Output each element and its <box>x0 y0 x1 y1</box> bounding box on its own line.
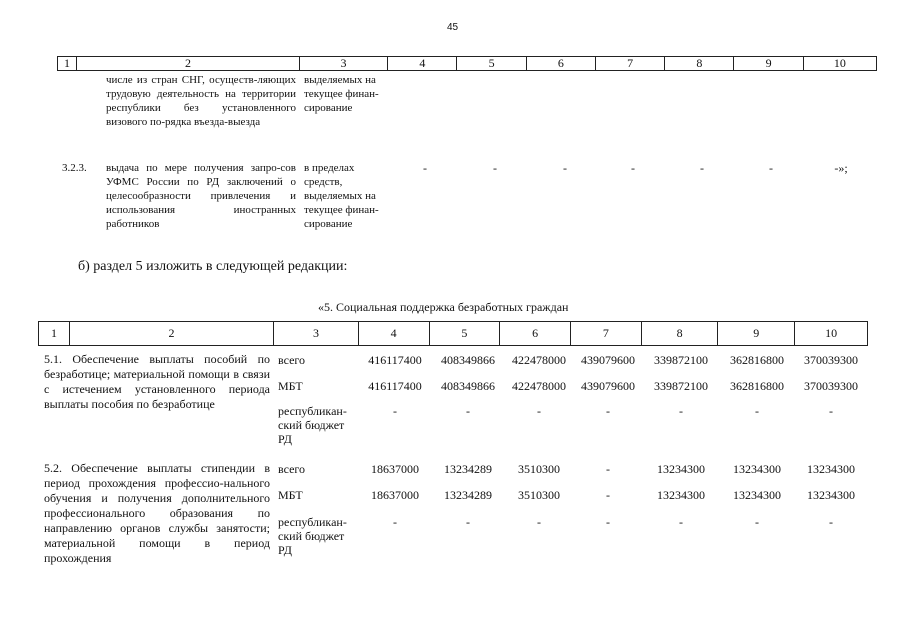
col-1: 1 <box>39 322 70 346</box>
value-cell: - <box>679 515 683 529</box>
value-cell: 13234300 <box>807 462 855 476</box>
value-cell: 13234300 <box>657 462 705 476</box>
value-cell: 339872100 <box>654 353 708 367</box>
col-1: 1 <box>58 57 77 71</box>
col-4: 4 <box>358 322 429 346</box>
col-8: 8 <box>665 57 734 71</box>
value-cell: 13234300 <box>657 488 705 502</box>
col-6: 6 <box>526 57 595 71</box>
row-52-description: 5.2. Обеспечение выплаты стипендии в период прохождения профессио-нального обучения и получения дополнительного профессионального образования по направлению органов службы занятости; материальной помощи в период прохождения <box>44 461 270 565</box>
value-cell: - <box>679 404 683 418</box>
bottom-header-row <box>38 321 868 346</box>
col-8: 8 <box>641 322 718 346</box>
value-cell: - <box>631 161 635 175</box>
value-cell: 13234300 <box>733 488 781 502</box>
value-cell: 362816800 <box>730 379 784 393</box>
value-cell: 13234300 <box>807 488 855 502</box>
value-cell: 13234289 <box>444 462 492 476</box>
value-cell: - <box>829 515 833 529</box>
value-cell: 422478000 <box>512 379 566 393</box>
value-cell: - <box>755 515 759 529</box>
value-cell: - <box>466 404 470 418</box>
row-51-label-total: всего <box>278 353 306 367</box>
col-5: 5 <box>429 322 500 346</box>
value-cell: - <box>769 161 773 175</box>
value-cell: 422478000 <box>512 353 566 367</box>
value-cell: 416117400 <box>368 353 422 367</box>
value-cell: 13234289 <box>444 488 492 502</box>
value-cell: - <box>606 462 610 476</box>
col-7: 7 <box>595 57 664 71</box>
col-10: 10 <box>795 322 868 346</box>
value-cell: - <box>606 488 610 502</box>
col-4: 4 <box>388 57 457 71</box>
value-cell-end: -»; <box>834 161 848 175</box>
value-cell: - <box>829 404 833 418</box>
value-cell: 362816800 <box>730 353 784 367</box>
row-52-label-budget: республикан-ский бюджет РД <box>278 515 347 557</box>
value-cell: 408349866 <box>441 353 495 367</box>
value-cell: 3510300 <box>518 488 560 502</box>
col-6: 6 <box>500 322 571 346</box>
col-9: 9 <box>718 322 795 346</box>
col-7: 7 <box>570 322 641 346</box>
row-number: 3.2.3. <box>62 162 87 174</box>
value-cell: - <box>537 515 541 529</box>
row-52-label-total: всего <box>278 462 306 476</box>
row-51-label-budget: республикан-ский бюджет РД <box>278 404 347 446</box>
col-3: 3 <box>274 322 359 346</box>
value-cell: - <box>537 404 541 418</box>
col-9: 9 <box>734 57 803 71</box>
col-2: 2 <box>77 57 300 71</box>
value-cell: 3510300 <box>518 462 560 476</box>
value-cell: - <box>423 161 427 175</box>
value-cell: 416117400 <box>368 379 422 393</box>
top-header-row <box>57 56 877 71</box>
value-cell: 339872100 <box>654 379 708 393</box>
col-3: 3 <box>299 57 387 71</box>
value-cell: - <box>393 404 397 418</box>
value-cell: - <box>493 161 497 175</box>
col-2: 2 <box>69 322 273 346</box>
row-51-description: 5.1. Обеспечение выплаты пособий по безработице; материальной помощи в связи с истечением установленного периода выплаты пособия по безработице <box>44 352 270 411</box>
row-source: в пределах средств, выделяемых на текущее финан-сирование <box>304 162 379 230</box>
value-cell: 439079600 <box>581 379 635 393</box>
value-cell: - <box>755 404 759 418</box>
value-cell: 370039300 <box>804 379 858 393</box>
value-cell: - <box>606 404 610 418</box>
value-cell: 370039300 <box>804 353 858 367</box>
value-cell: 439079600 <box>581 353 635 367</box>
page-number: 45 <box>447 22 459 33</box>
value-cell: - <box>563 161 567 175</box>
value-cell: - <box>700 161 704 175</box>
value-cell: 13234300 <box>733 462 781 476</box>
row-51-label-mbt: МБТ <box>278 379 303 393</box>
value-cell: - <box>606 515 610 529</box>
section-title: «5. Социальная поддержка безработных граждан <box>318 300 569 314</box>
col-5: 5 <box>457 57 526 71</box>
cont-source: выделяемых на текущее финан-сирование <box>304 74 379 114</box>
cont-description: числе из стран СНГ, осуществ-ляющих трудовую деятельность на территории республики без установленного визового по-рядка въезда-выезда <box>106 74 296 128</box>
value-cell: 18637000 <box>371 462 419 476</box>
value-cell: 18637000 <box>371 488 419 502</box>
value-cell: - <box>393 515 397 529</box>
row-52-label-mbt: МБТ <box>278 488 303 502</box>
value-cell: - <box>466 515 470 529</box>
row-description: выдача по мере получения запро-сов УФМС России по РД заключений о целесообразности привлечения и использования иностранных работников <box>106 162 296 230</box>
col-10: 10 <box>803 57 876 71</box>
section-instruction: б) раздел 5 изложить в следующей редакции: <box>78 259 348 274</box>
value-cell: 408349866 <box>441 379 495 393</box>
